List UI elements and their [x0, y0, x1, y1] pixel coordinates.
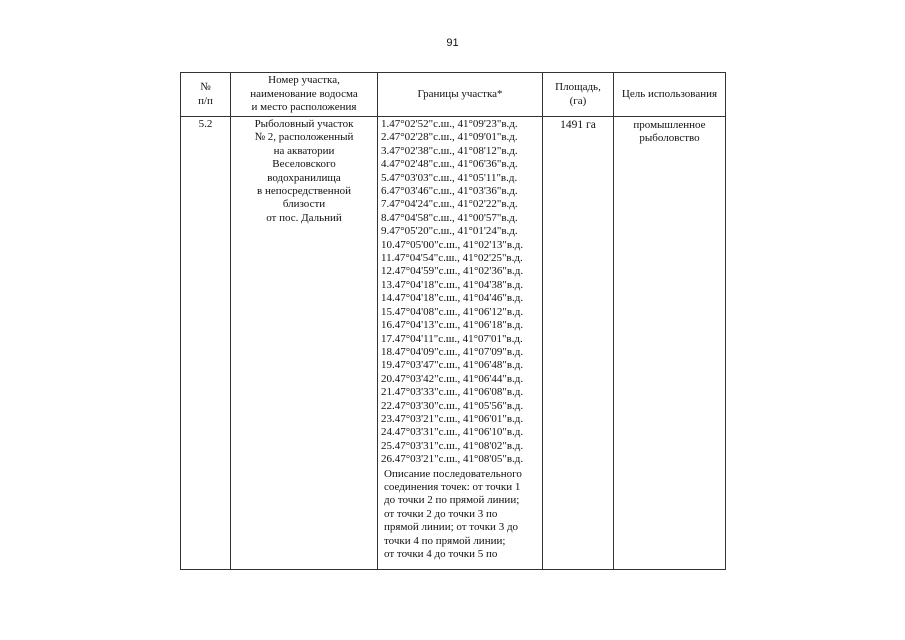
coords-list — [381, 118, 540, 467]
coord-point: 23.47°03'21"с.ш., 41°06'01"в.д. — [381, 412, 524, 425]
coord-point: 12.47°04'59"с.ш., 41°02'36"в.д. — [381, 265, 524, 278]
header-num: № п/п — [181, 73, 231, 117]
coord-point: 22.47°03'30"с.ш., 41°05'56"в.д. — [381, 399, 524, 412]
row-purpose: промышленное рыболовство — [614, 117, 726, 570]
coord-point: 5.47°03'03"с.ш., 41°05'11"в.д. — [381, 171, 518, 184]
coord-point: 17.47°04'11"с.ш., 41°07'01"в.д. — [381, 332, 523, 345]
row-bounds — [378, 117, 543, 570]
coord-point: 4.47°02'48"с.ш., 41°06'36"в.д. — [381, 158, 518, 171]
coord-point: 10.47°05'00"с.ш., 41°02'13"в.д. — [381, 238, 524, 251]
header-name: Номер участка, наименование водосма и место расположения — [231, 73, 378, 117]
coord-point: 15.47°04'08"с.ш., 41°06'12"в.д. — [381, 305, 524, 318]
bounds-description: Описание последовательного соединения точек: от точки 1 до точки 2 по прямой линии; от точки 2 до точки 3 по прямой линии; от точки 3 до точки 4 по прямой линии; от точки 4 до точки 5 по — [384, 467, 522, 560]
header-area: Площадь, (га) — [543, 73, 614, 117]
header-purpose: Цель использования — [614, 73, 726, 117]
coord-point: 14.47°04'18"с.ш., 41°04'46"в.д. — [381, 292, 524, 305]
header-bounds: Границы участка* — [378, 73, 543, 117]
coord-point: 3.47°02'38"с.ш., 41°08'12"в.д. — [381, 144, 518, 157]
coord-point: 26.47°03'21"с.ш., 41°08'05"в.д. — [381, 453, 524, 466]
coord-point: 24.47°03'31"с.ш., 41°06'10"в.д. — [381, 426, 524, 439]
coord-point: 19.47°03'47"с.ш., 41°06'48"в.д. — [381, 359, 524, 372]
row-num: 5.2 — [181, 117, 231, 570]
row-name: Рыболовный участок № 2, расположенный на акватории Веселовского водохранилища в непосредственной близости от пос. Дальний — [231, 117, 378, 570]
coord-point: 25.47°03'31"с.ш., 41°08'02"в.д. — [381, 439, 524, 452]
table-row — [181, 117, 726, 570]
coord-point: 2.47°02'28"с.ш., 41°09'01"в.д. — [381, 131, 518, 144]
fishing-areas-table — [180, 72, 726, 570]
coord-point: 20.47°03'42"с.ш., 41°06'44"в.д. — [381, 372, 524, 385]
coord-point: 16.47°04'13"с.ш., 41°06'18"в.д. — [381, 319, 524, 332]
coord-point: 6.47°03'46"с.ш., 41°03'36"в.д. — [381, 185, 518, 198]
row-area: 1491 га — [543, 117, 614, 570]
coord-point: 8.47°04'58"с.ш., 41°00'57"в.д. — [381, 211, 518, 224]
coord-point: 18.47°04'09"с.ш., 41°07'09"в.д. — [381, 345, 524, 358]
table-header-row — [181, 73, 726, 117]
coord-point: 11.47°04'54"с.ш., 41°02'25"в.д. — [381, 252, 523, 265]
coord-point: 13.47°04'18"с.ш., 41°04'38"в.д. — [381, 278, 524, 291]
coord-point: 1.47°02'52"с.ш., 41°09'23"в.д. — [381, 118, 518, 130]
page-number: 91 — [446, 37, 459, 49]
coord-point: 9.47°05'20"с.ш., 41°01'24"в.д. — [381, 225, 518, 238]
coord-point: 21.47°03'33"с.ш., 41°06'08"в.д. — [381, 386, 524, 399]
coord-point: 7.47°04'24"с.ш., 41°02'22"в.д. — [381, 198, 518, 211]
